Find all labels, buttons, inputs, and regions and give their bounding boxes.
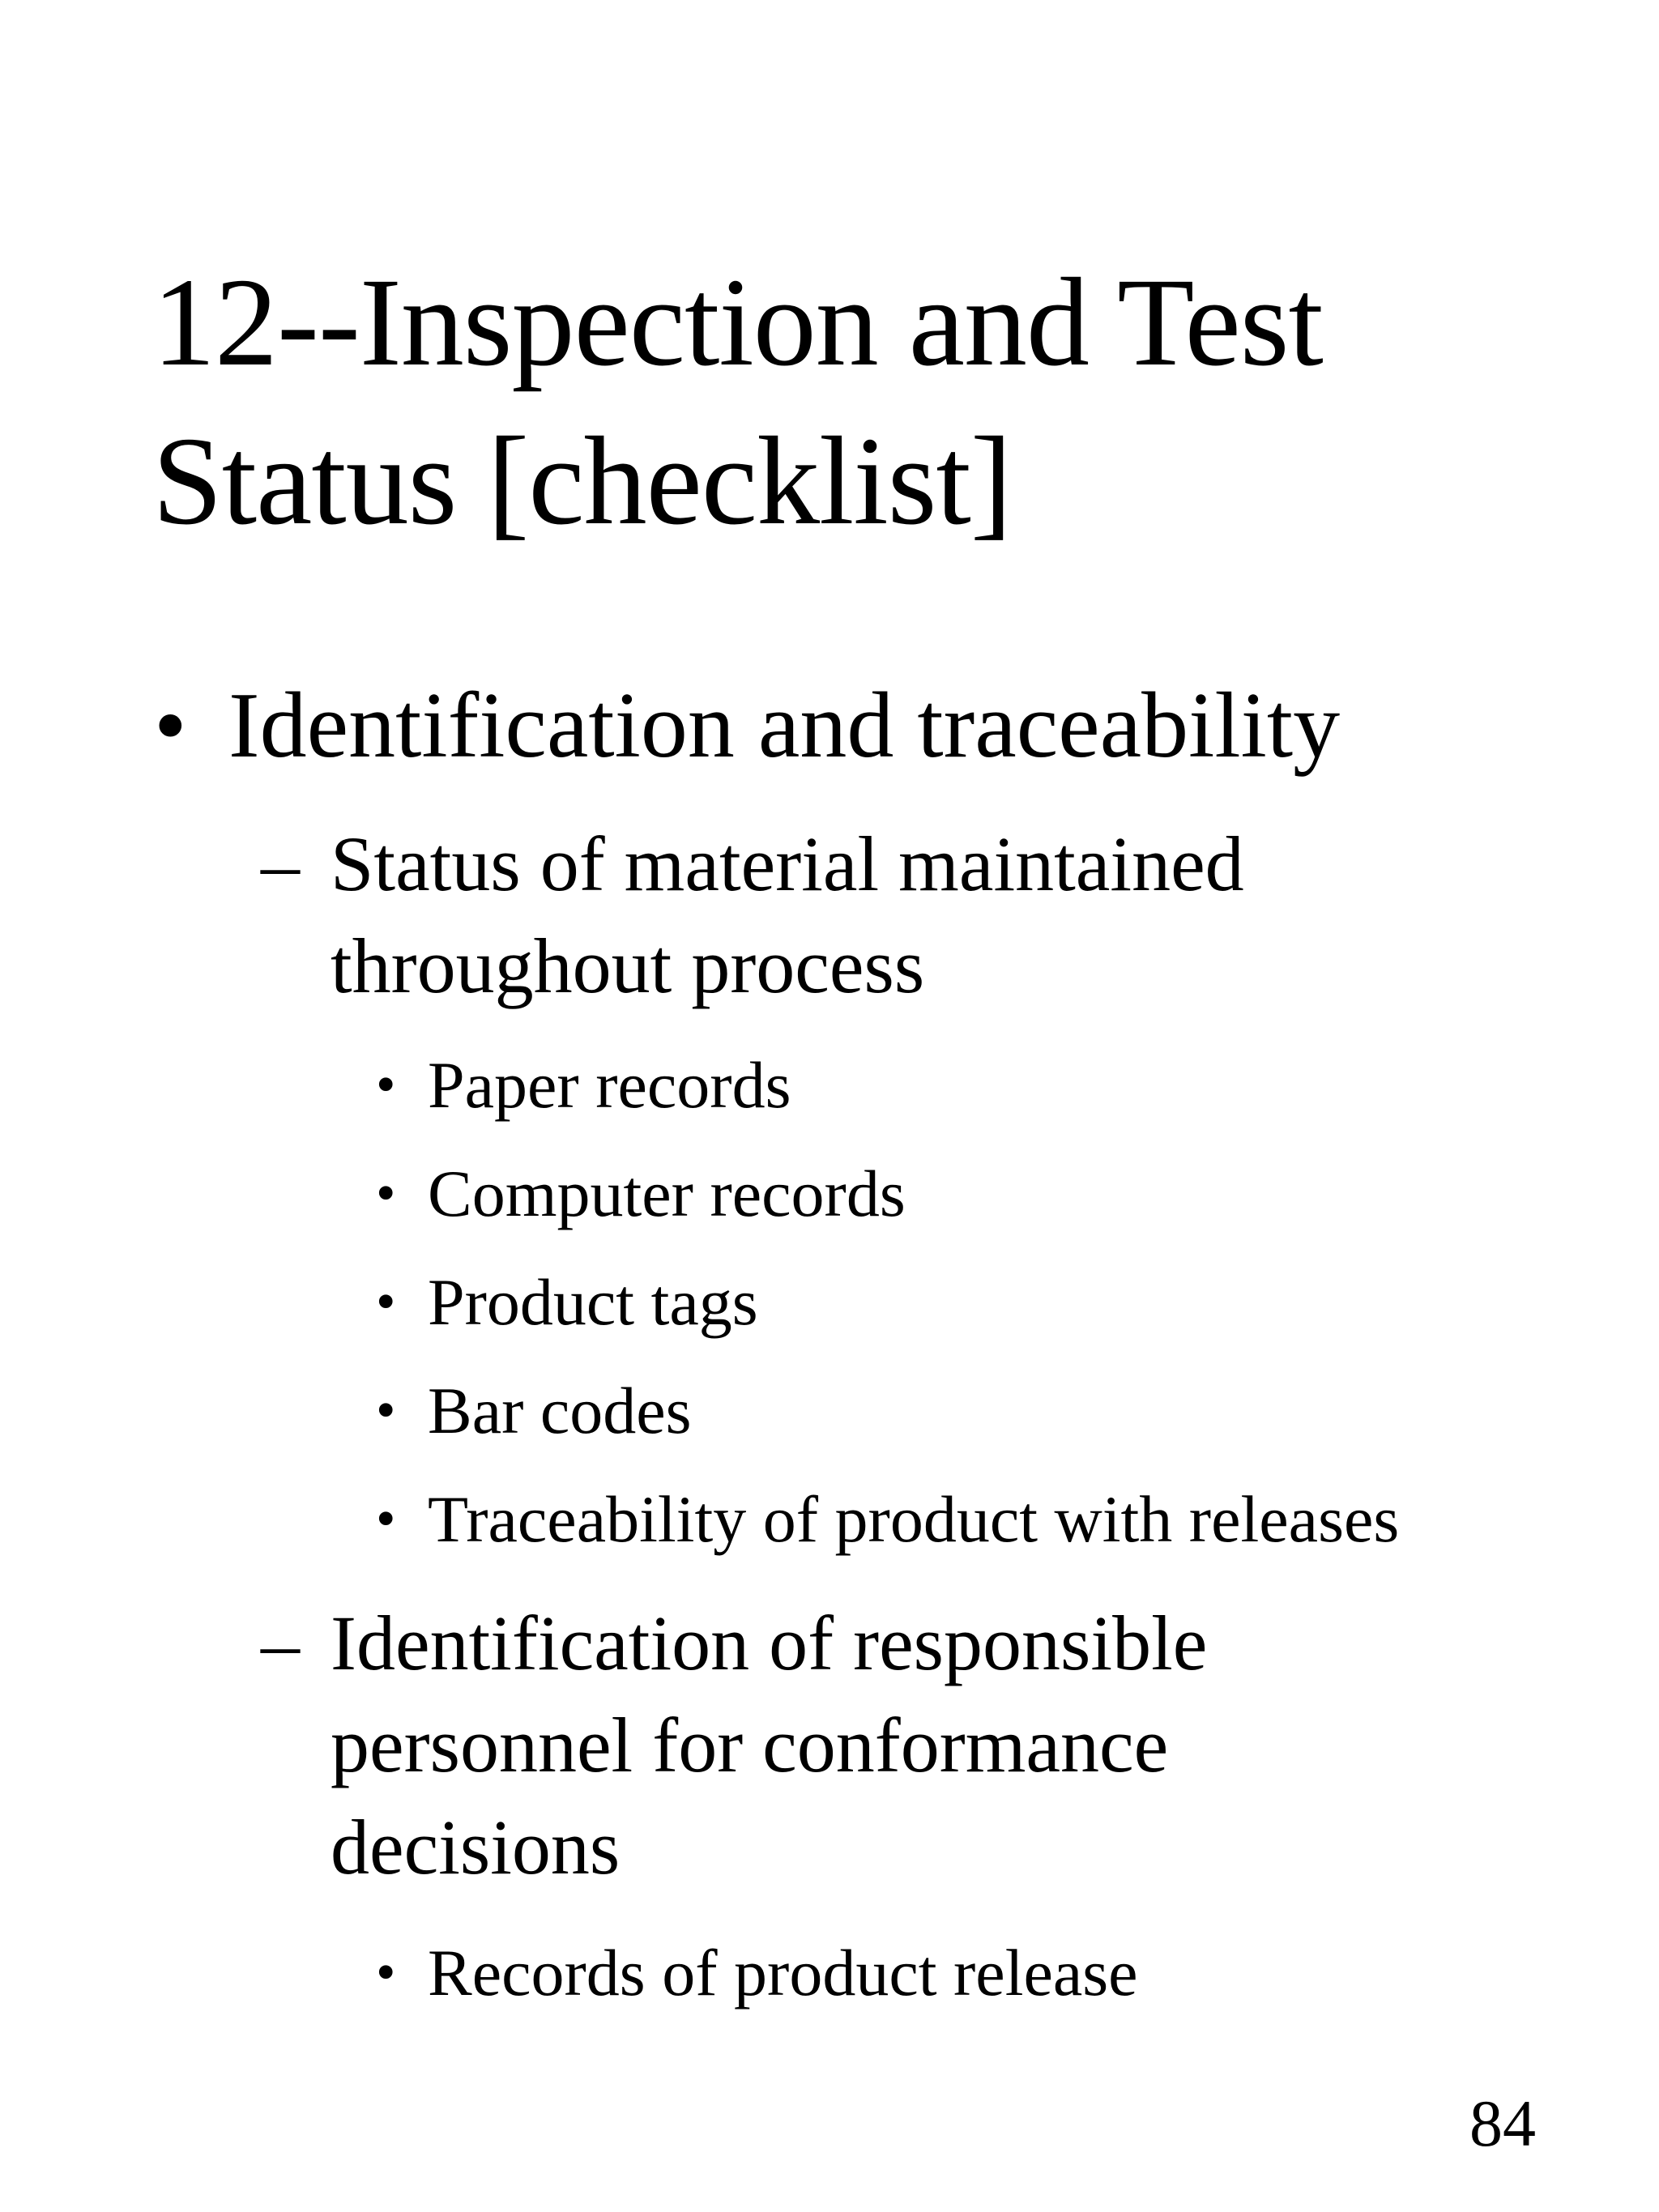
bullet-icon: •	[376, 1941, 396, 2004]
bullet-icon: •	[376, 1054, 396, 1116]
dash-icon: –	[261, 1600, 300, 1686]
bullet-icon: •	[376, 1379, 396, 1442]
subitem-text-line-1: Status of material maintained	[331, 820, 1244, 907]
list-item-text: Records of product release	[428, 1936, 1138, 2010]
bullet-icon: •	[154, 674, 187, 778]
subitem-text-line-2: personnel for conformance	[331, 1702, 1169, 1788]
slide-title	[152, 243, 1610, 560]
subitem-text-line-3: decisions	[331, 1804, 621, 1890]
subitem-text	[331, 1592, 1207, 1899]
bullet-text: Identification and traceability	[228, 674, 1341, 778]
subitem-text-line-1: Identification of responsible	[331, 1600, 1208, 1686]
dash-icon: –	[261, 820, 300, 907]
list-item-text: Product tags	[428, 1265, 758, 1339]
list-item-text: Paper records	[428, 1048, 791, 1122]
slide-title-line-2: Status [checklist]	[152, 411, 1012, 551]
slide-title-line-1: 12--Inspection and Test	[152, 252, 1323, 392]
bullet-icon: •	[376, 1488, 396, 1550]
subitem-text	[331, 813, 1244, 1017]
bullet-icon: •	[376, 1271, 396, 1333]
subitem-text-line-2: throughout process	[331, 923, 925, 1009]
page-number: 84	[1469, 2086, 1536, 2160]
list-item-text: Bar codes	[428, 1374, 692, 1447]
list-item-text: Traceability of product with releases	[428, 1482, 1400, 1556]
list-item-text: Computer records	[428, 1157, 906, 1230]
bullet-icon: •	[376, 1162, 396, 1225]
